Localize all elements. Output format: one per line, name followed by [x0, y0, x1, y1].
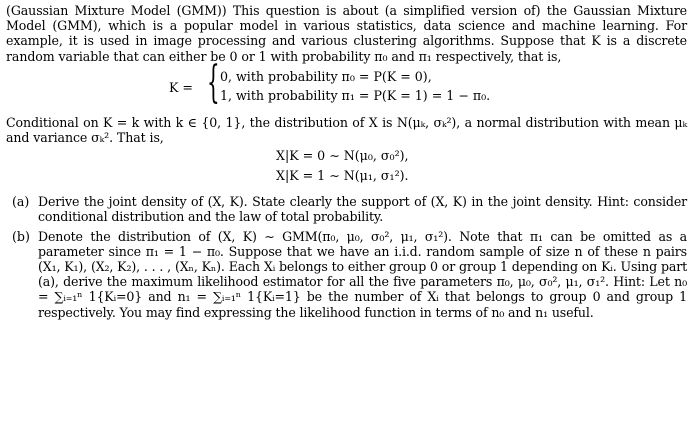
- conditional-paragraph: Conditional on K = k with k ∈ {0, 1}, the distribution of X is N(μₖ, σₖ²), a normal distribution with mean μₖ and variance σₖ². That is,: [6, 114, 687, 146]
- k-case-1: 1, with probability π₁ = P(K = 1) = 1 − π₀.: [220, 87, 491, 103]
- item-label: (b): [12, 228, 30, 244]
- left-brace: {: [207, 56, 220, 108]
- conditional-line-0: X|K = 0 ∼ N(μ₀, σ₀²),: [276, 148, 409, 164]
- item-text: Denote the distribution of (X, K) ∼ GMM(π₀, μ₀, σ₀², μ₁, σ₁²). Note that π₁ can be omitted as a parameter since π₁ = 1 − π₀. Suppose that we have an i.i.d. random sample of size n of these n pairs (X₁, K₁), (X₂, K₂), . . . , (Xₙ, Kₙ). Each Xᵢ belongs to either group 0 or group 1 depending on Kᵢ. Using part (a), derive the maximum likelihood estimator for all the five parameters π₀, μ₀, σ₀², μ₁, σ₁². Hint: Let n₀ = ∑ᵢ₌₁ⁿ 1{Kᵢ=0} and n₁ = ∑ᵢ₌₁ⁿ 1{Kᵢ=1} be the number of Xᵢ that belongs to group 0 and group 1 respectively. You may find expressing the likelihood function in terms of n₀ and n₁ useful.: [38, 228, 687, 320]
- item-label: (a): [12, 194, 30, 210]
- question-item-b: [6, 229, 687, 320]
- k-definition-display: [6, 56, 687, 109]
- question-item-a: [6, 194, 687, 224]
- intro-paragraph: (Gaussian Mixture Model (GMM)) This question is about (a simplified version of) the Gaussian Mixture Model (GMM), which is a popular model in various statistics, data science and machine learning. For example, it is used in image processing and various clustering algorithms. Suppose that K is a discrete random variable that can either be 0 or 1 with probability π₀ and π₁ respectively, that is,: [6, 3, 687, 64]
- conditional-line-1: X|K = 1 ∼ N(μ₁, σ₁²).: [276, 168, 409, 184]
- conditional-distribution-display: [6, 146, 687, 188]
- item-text: Derive the joint density of (X, K). State clearly the support of (X, K) in the joint density. Hint: consider conditional distribution and the law of total probability.: [38, 194, 687, 225]
- k-definition-lhs: K =: [169, 79, 193, 95]
- k-case-0: 0, with probability π₀ = P(K = 0),: [220, 68, 432, 84]
